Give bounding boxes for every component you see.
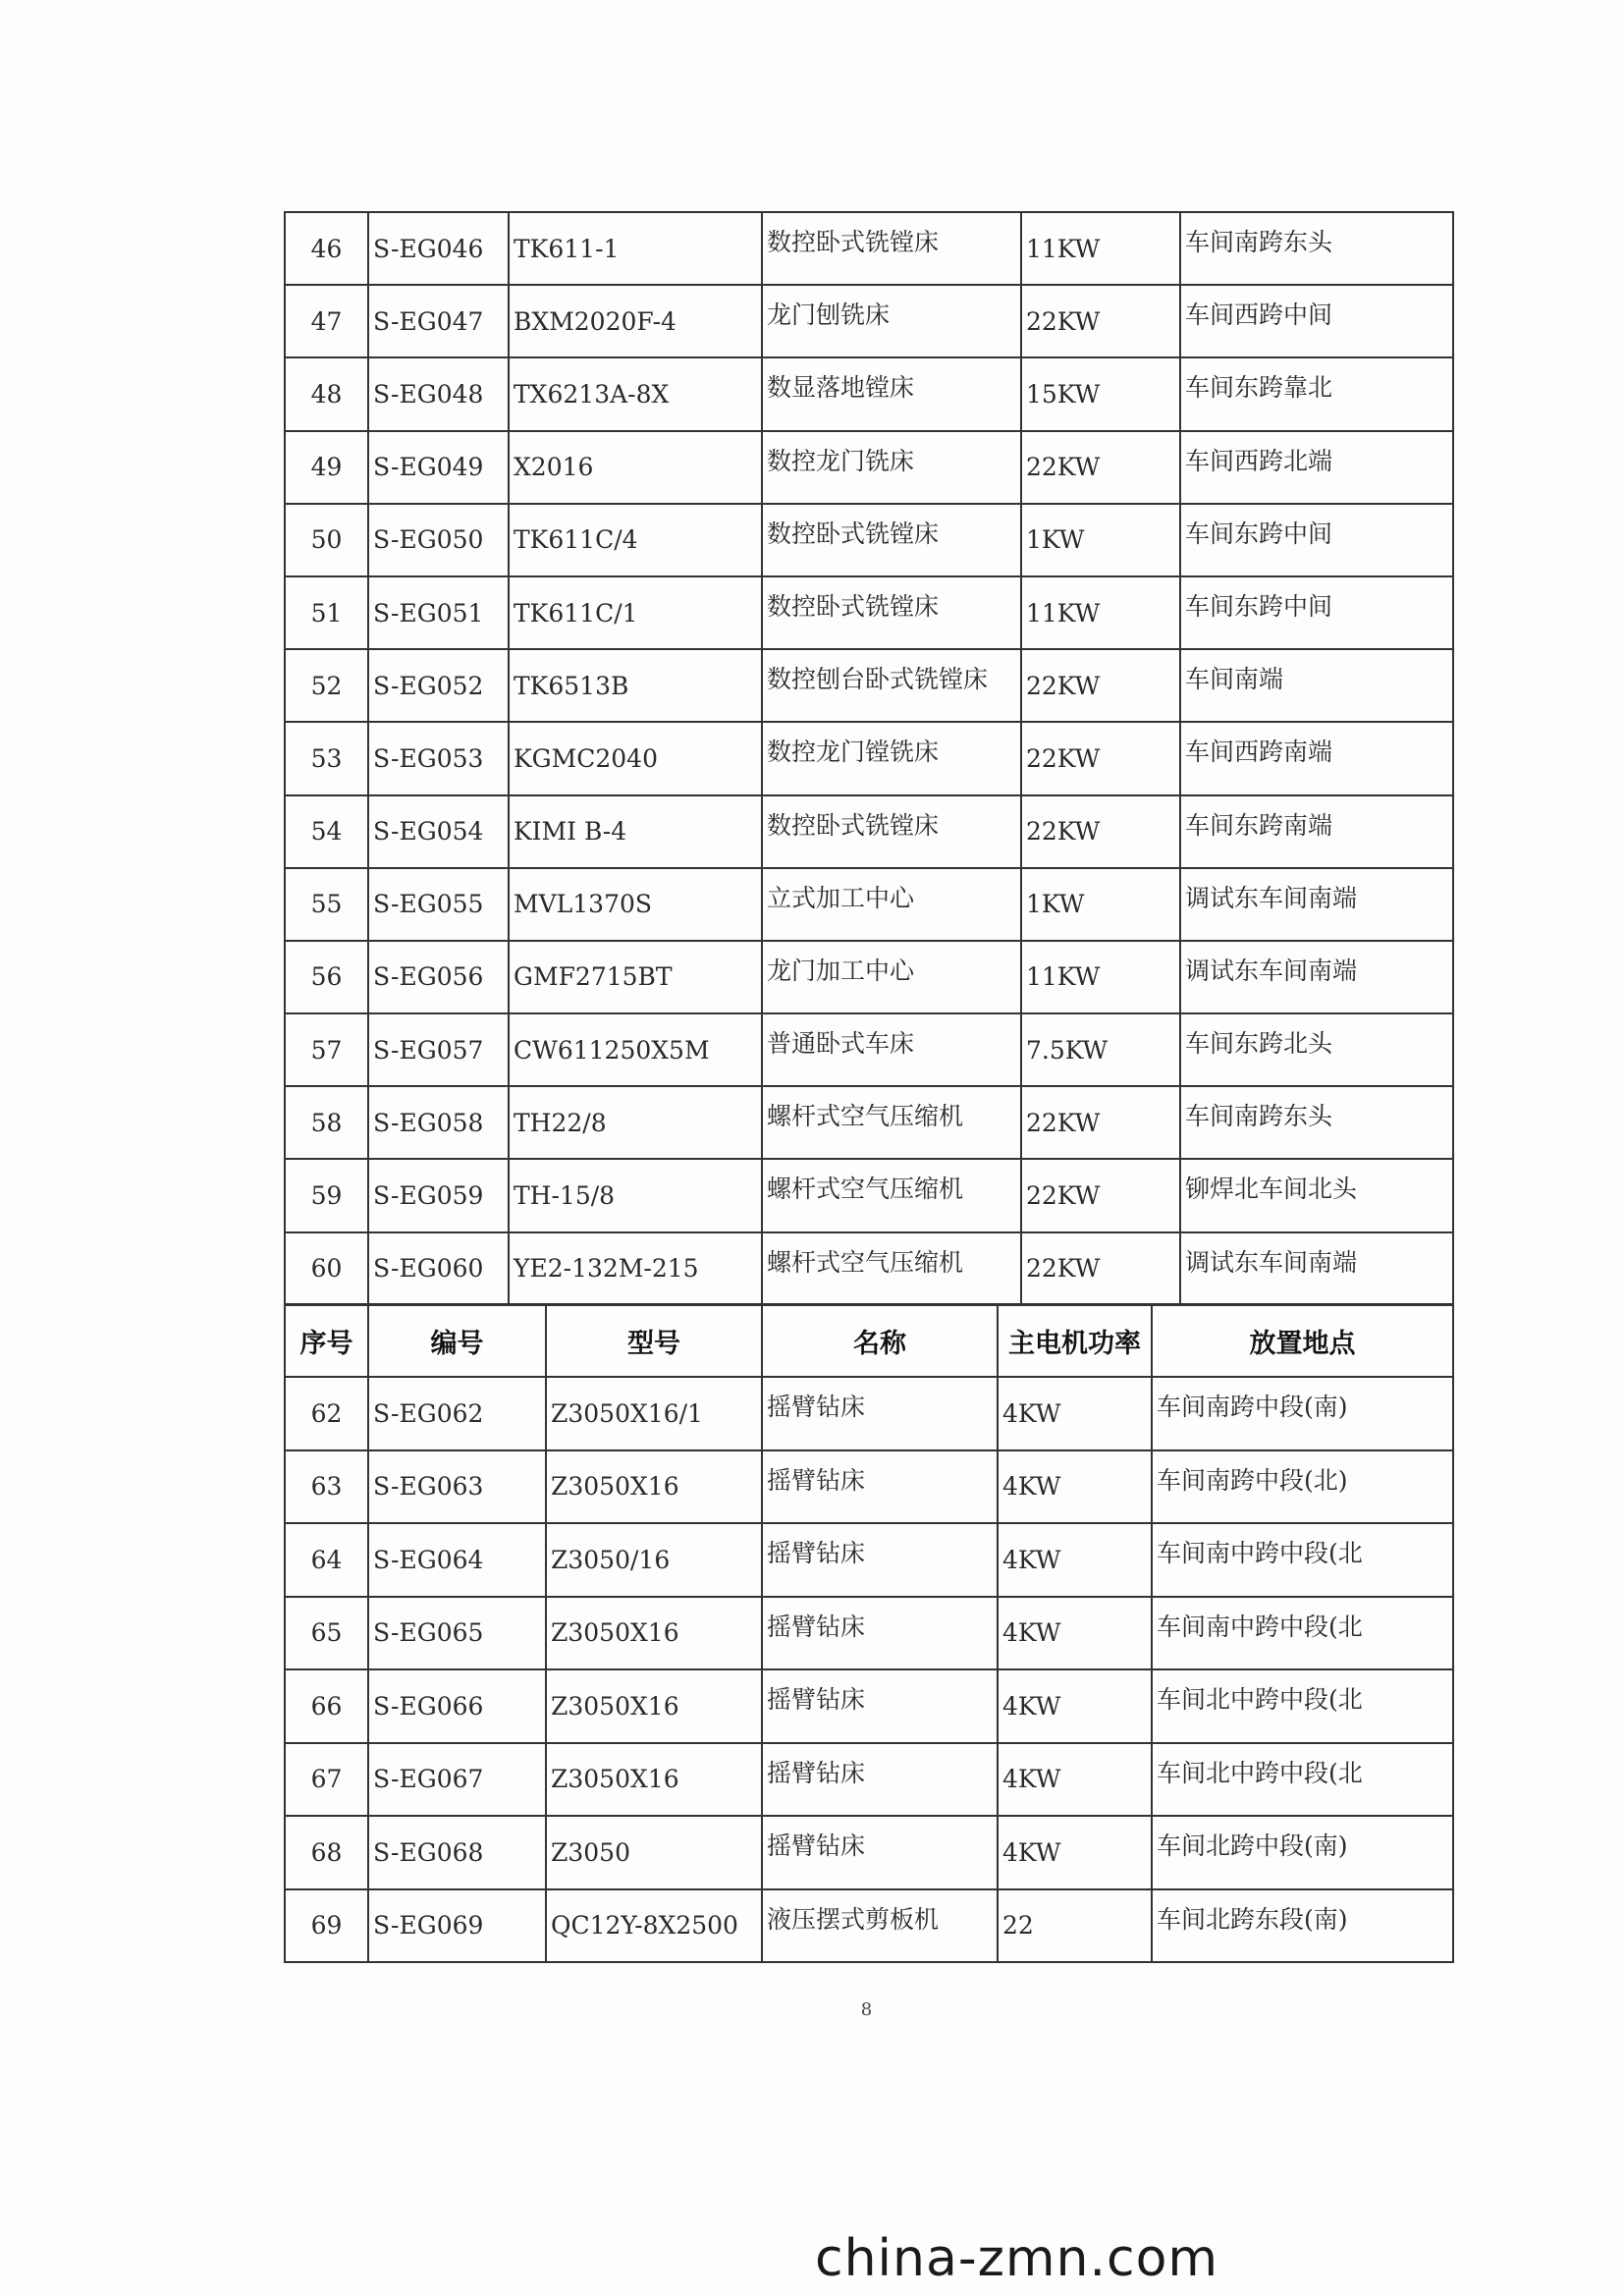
cell-location: 车间南端 [1180,649,1453,722]
table-row [285,357,1453,430]
cell-seq: 50 [285,504,368,576]
cell-model: TH-15/8 [509,1159,762,1231]
table-row [285,795,1453,868]
cell-name: 液压摆式剪板机 [762,1889,998,1963]
cell-power: 22KW [1021,649,1180,722]
cell-name: 摇臂钻床 [762,1669,998,1743]
cell-code: S-EG058 [368,1086,509,1159]
cell-model: TX6213A-8X [509,357,762,430]
cell-power: 7.5KW [1021,1013,1180,1086]
cell-code: S-EG047 [368,285,509,357]
table-bottom-body [285,1377,1453,1962]
cell-code: S-EG067 [368,1743,546,1817]
cell-name: 摇臂钻床 [762,1450,998,1524]
cell-name: 螺杆式空气压缩机 [762,1232,1021,1305]
cell-model: TK6513B [509,649,762,722]
cell-power: 4KW [998,1743,1152,1817]
table-row [285,868,1453,941]
cell-power: 1KW [1021,504,1180,576]
cell-seq: 54 [285,795,368,868]
cell-code: S-EG057 [368,1013,509,1086]
header-seq: 序号 [285,1304,368,1377]
cell-location: 车间北中跨中段(北 [1152,1669,1453,1743]
cell-seq: 65 [285,1597,368,1670]
cell-name: 摇臂钻床 [762,1743,998,1817]
cell-code: S-EG059 [368,1159,509,1231]
cell-location: 车间东跨中间 [1180,504,1453,576]
cell-seq: 55 [285,868,368,941]
cell-location: 车间南跨东头 [1180,212,1453,285]
cell-model: KGMC2040 [509,722,762,794]
cell-seq: 69 [285,1889,368,1963]
cell-location: 调试东车间南端 [1180,868,1453,941]
cell-location: 铆焊北车间北头 [1180,1159,1453,1231]
cell-power: 4KW [998,1523,1152,1597]
cell-power: 11KW [1021,212,1180,285]
cell-seq: 66 [285,1669,368,1743]
cell-name: 摇臂钻床 [762,1377,998,1450]
cell-code: S-EG046 [368,212,509,285]
cell-seq: 60 [285,1232,368,1305]
cell-location: 车间东跨靠北 [1180,357,1453,430]
equipment-table-bottom [284,1303,1454,1963]
cell-name: 摇臂钻床 [762,1816,998,1889]
cell-name: 数控卧式铣镗床 [762,795,1021,868]
cell-location: 车间西跨中间 [1180,285,1453,357]
cell-name: 数显落地镗床 [762,357,1021,430]
cell-seq: 48 [285,357,368,430]
cell-power: 22KW [1021,1232,1180,1305]
cell-model: Z3050X16/1 [546,1377,762,1450]
cell-power: 22KW [1021,722,1180,794]
cell-model: Z3050 [546,1816,762,1889]
cell-seq: 63 [285,1450,368,1524]
cell-seq: 56 [285,941,368,1013]
table-row [285,1743,1453,1817]
cell-location: 车间南中跨中段(北 [1152,1597,1453,1670]
header-code: 编号 [368,1304,546,1377]
cell-name: 龙门刨铣床 [762,285,1021,357]
cell-model: X2016 [509,431,762,504]
cell-model: YE2-132M-215 [509,1232,762,1305]
cell-model: Z3050X16 [546,1450,762,1524]
cell-power: 22KW [1021,795,1180,868]
cell-location: 车间东跨北头 [1180,1013,1453,1086]
cell-power: 4KW [998,1450,1152,1524]
table-row [285,1013,1453,1086]
table-row [285,1086,1453,1159]
cell-name: 龙门加工中心 [762,941,1021,1013]
cell-name: 螺杆式空气压缩机 [762,1086,1021,1159]
table-header-row [285,1304,1453,1377]
cell-location: 车间南跨中段(北) [1152,1450,1453,1524]
cell-power: 11KW [1021,576,1180,649]
cell-power: 22KW [1021,431,1180,504]
cell-seq: 52 [285,649,368,722]
header-model: 型号 [546,1304,762,1377]
cell-model: Z3050X16 [546,1597,762,1670]
cell-name: 螺杆式空气压缩机 [762,1159,1021,1231]
cell-model: Z3050X16 [546,1669,762,1743]
cell-power: 4KW [998,1377,1152,1450]
cell-location: 车间南中跨中段(北 [1152,1523,1453,1597]
cell-seq: 62 [285,1377,368,1450]
header-location: 放置地点 [1152,1304,1453,1377]
header-name: 名称 [762,1304,998,1377]
cell-location: 车间北中跨中段(北 [1152,1743,1453,1817]
table-row [285,941,1453,1013]
cell-name: 数控龙门铣床 [762,431,1021,504]
cell-seq: 64 [285,1523,368,1597]
cell-location: 车间南跨东头 [1180,1086,1453,1159]
cell-model: TK611C/4 [509,504,762,576]
header-power: 主电机功率 [998,1304,1152,1377]
cell-power: 15KW [1021,357,1180,430]
cell-power: 22 [998,1889,1152,1963]
page-number: 8 [860,1999,873,2020]
cell-name: 数控刨台卧式铣镗床 [762,649,1021,722]
table-row [285,431,1453,504]
table-row [285,1450,1453,1524]
cell-power: 22KW [1021,285,1180,357]
cell-model: TK611C/1 [509,576,762,649]
table-row [285,722,1453,794]
table-row [285,504,1453,576]
cell-location: 调试东车间南端 [1180,941,1453,1013]
cell-location: 车间东跨中间 [1180,576,1453,649]
cell-model: KIMI B-4 [509,795,762,868]
table-row [285,1523,1453,1597]
table-row [285,649,1453,722]
cell-code: S-EG050 [368,504,509,576]
cell-name: 数控卧式铣镗床 [762,576,1021,649]
cell-model: MVL1370S [509,868,762,941]
cell-seq: 51 [285,576,368,649]
cell-code: S-EG063 [368,1450,546,1524]
cell-seq: 59 [285,1159,368,1231]
cell-power: 22KW [1021,1159,1180,1231]
cell-code: S-EG064 [368,1523,546,1597]
cell-location: 车间东跨南端 [1180,795,1453,868]
cell-model: QC12Y-8X2500 [546,1889,762,1963]
cell-power: 22KW [1021,1086,1180,1159]
site-watermark: china-zmn.com [815,2229,1219,2288]
table-row [285,212,1453,285]
cell-name: 立式加工中心 [762,868,1021,941]
cell-location: 车间北跨东段(南) [1152,1889,1453,1963]
cell-model: CW611250X5M [509,1013,762,1086]
cell-code: S-EG049 [368,431,509,504]
table-row [285,1816,1453,1889]
cell-power: 4KW [998,1669,1152,1743]
cell-location: 车间南跨中段(南) [1152,1377,1453,1450]
cell-code: S-EG053 [368,722,509,794]
cell-code: S-EG052 [368,649,509,722]
cell-name: 普通卧式车床 [762,1013,1021,1086]
cell-code: S-EG051 [368,576,509,649]
cell-code: S-EG066 [368,1669,546,1743]
cell-seq: 67 [285,1743,368,1817]
cell-power: 4KW [998,1816,1152,1889]
cell-name: 数控卧式铣镗床 [762,212,1021,285]
cell-name: 数控龙门镗铣床 [762,722,1021,794]
cell-code: S-EG055 [368,868,509,941]
cell-model: TH22/8 [509,1086,762,1159]
cell-code: S-EG048 [368,357,509,430]
cell-seq: 58 [285,1086,368,1159]
table-row [285,1232,1453,1305]
cell-model: GMF2715BT [509,941,762,1013]
table-row [285,576,1453,649]
cell-location: 车间西跨北端 [1180,431,1453,504]
cell-name: 数控卧式铣镗床 [762,504,1021,576]
cell-code: S-EG069 [368,1889,546,1963]
cell-location: 车间北跨中段(南) [1152,1816,1453,1889]
cell-seq: 49 [285,431,368,504]
cell-code: S-EG068 [368,1816,546,1889]
table-row [285,1597,1453,1670]
cell-seq: 53 [285,722,368,794]
table-row [285,285,1453,357]
cell-power: 4KW [998,1597,1152,1670]
cell-name: 摇臂钻床 [762,1597,998,1670]
cell-location: 调试东车间南端 [1180,1232,1453,1305]
cell-model: Z3050X16 [546,1743,762,1817]
cell-model: BXM2020F-4 [509,285,762,357]
table-top-body [285,212,1453,1305]
table-row [285,1159,1453,1231]
cell-code: S-EG054 [368,795,509,868]
table-row [285,1889,1453,1963]
cell-code: S-EG065 [368,1597,546,1670]
cell-seq: 68 [285,1816,368,1889]
cell-seq: 57 [285,1013,368,1086]
cell-power: 1KW [1021,868,1180,941]
cell-model: Z3050/16 [546,1523,762,1597]
cell-power: 11KW [1021,941,1180,1013]
cell-code: S-EG062 [368,1377,546,1450]
table-row [285,1377,1453,1450]
cell-seq: 46 [285,212,368,285]
cell-model: TK611-1 [509,212,762,285]
table-row [285,1669,1453,1743]
cell-location: 车间西跨南端 [1180,722,1453,794]
cell-name: 摇臂钻床 [762,1523,998,1597]
cell-seq: 47 [285,285,368,357]
cell-code: S-EG056 [368,941,509,1013]
cell-code: S-EG060 [368,1232,509,1305]
equipment-table-top [284,211,1454,1306]
